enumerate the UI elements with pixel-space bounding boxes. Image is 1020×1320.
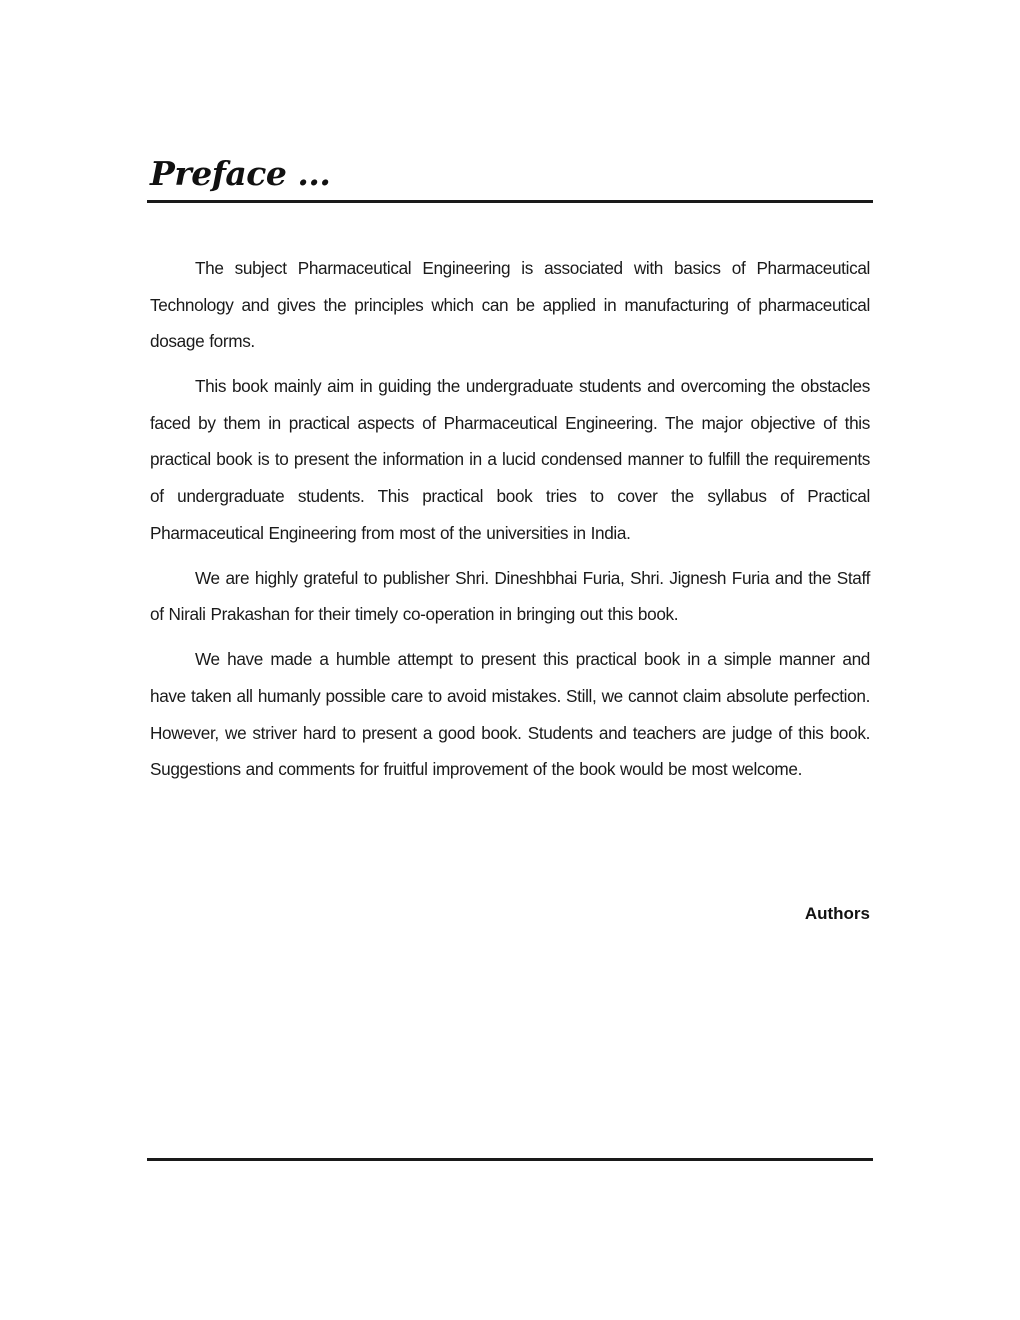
signature-authors: Authors (804, 904, 870, 923)
preface-body (150, 250, 870, 796)
paragraph-aim: This book mainly aim in guiding the undergraduate students and overcoming the obstacles faced by them in practical aspects of Pharmaceutical Engineering. The major objective of this practical book is to present the information in a lucid condensed manner to fulfill the requirements of undergraduate students. This practical book tries to cover the syllabus of Practical Pharmaceutical Engineering from most of the universities in India. (150, 376, 870, 543)
paragraph-intro: The subject Pharmaceutical Engineering is associated with basics of Pharmaceutical Technology and gives the principles which can be applied in manufacturing of pharmaceutical dosage forms. (150, 258, 870, 352)
page-title: Preface ... (150, 154, 331, 193)
footer-divider (147, 1158, 873, 1161)
paragraph-closing: We have made a humble attempt to present this practical book in a simple manner and have taken all humanly possible care to avoid mistakes. Still, we cannot claim absolute perfection. However, we striver hard to present a good book. Students and teachers are judge of this book. Suggestions and comments for fruitful improvement of the book would be most welcome. (150, 649, 870, 780)
title-underline-divider (147, 200, 873, 203)
paragraph-acknowledgement: We are highly grateful to publisher Shri. Dineshbhai Furia, Shri. Jignesh Furia and the Staff of Nirali Prakashan for their timely co-operation in bringing out this book. (150, 567, 870, 625)
